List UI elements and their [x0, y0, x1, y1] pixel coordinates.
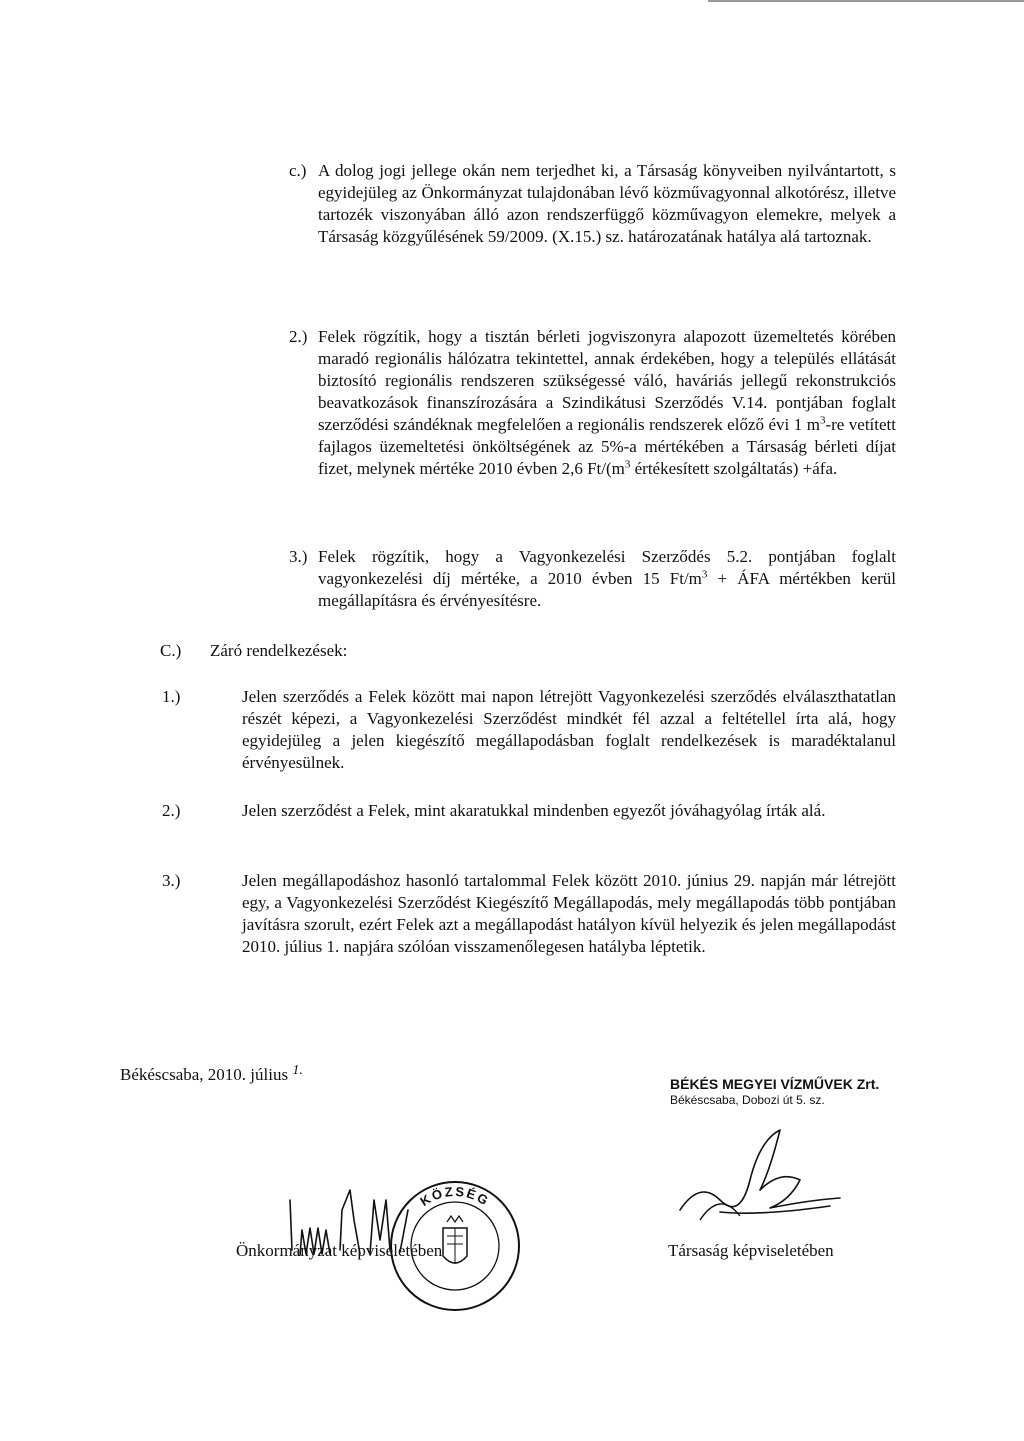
closing-1-text — [242, 686, 896, 774]
section-b2-text-a: Felek rögzítik, hogy a tisztán bérleti jogviszonyra alapozott üzemeltetés körében maradó regionális hálózatra tekintettel, annak érdekében, hogy a település ellátását biztosító regionális rendszeren szükségessé váló, haváriás jellegű rekonstrukciós beavatkozások finanszírozására a Szindikátusi Szerződés V.14. pontjában foglalt szerződési szándéknak megfelelően a regionális rendszerek előző évi 1 m — [318, 327, 896, 434]
section-b2-text — [318, 326, 896, 480]
section-C-number: C.) — [160, 641, 182, 660]
right-signatory-caption: Társaság képviseletében — [668, 1241, 834, 1260]
section-b2-number: 2.) — [289, 327, 308, 346]
section-b2-text-c: értékesített szolgáltatás) +áfa. — [630, 459, 838, 478]
closing-2-number: 2.) — [162, 801, 181, 820]
left-signatory-caption: Önkormányzat képviseletében — [236, 1241, 443, 1260]
closing-3-paragraph: Jelen megállapodáshoz hasonló tartalommal Felek között 2010. június 29. napján már létrejött egy, a Vagyonkezelési Szerződést Kiegészítő Megállapodás, mely megállapodás több pontjában javításra szorult, ezért Felek azt a megállapodást hatályon kívül helyezik és jelen megállapodást 2010. július 1. napjára szólóan visszamenőlegesen hatályba léptetik. — [242, 871, 896, 956]
company-name: BÉKÉS MEGYEI VÍZMŰVEK Zrt. — [670, 1076, 880, 1092]
section-b3-paragraph — [318, 546, 896, 612]
section-b3-text-a: Felek rögzítik, hogy a Vagyonkezelési Szerződés 5.2. pontjában foglalt vagyonkezelési díj mértéke, a 2010 évben 15 Ft/m — [318, 547, 896, 588]
section-b2-sup-a: 3 — [819, 414, 826, 427]
section-b2-text-b: -re vetített fajlagos üzemeltetési önköltségének az 5%-a mértékében a Társaság bérleti díjat fizet, melynek mértéke 2010 évben 2,6 Ft/(m — [318, 415, 896, 478]
right-signature — [660, 1120, 860, 1230]
section-b2-sup-b: 3 — [624, 458, 631, 471]
place-date-text: Békéscsaba, 2010. július — [120, 1065, 289, 1084]
closing-3-text — [242, 870, 896, 958]
section-c-paragraph: A dolog jogi jellege okán nem terjedhet ki, a Társaság könyveiben nyilvántartott, s egyidejüleg az Önkormányzat tulajdonában lévő közművagyonnal alkotórész, illetve tartozék viszonyában álló azon rendszerfüggő közművagyon elemekre, melyek a Társaság közgyűlésének 59/2009. (X.15.) sz. határozatának hatálya alá tartoznak. — [318, 161, 896, 246]
closing-2-paragraph: Jelen szerződést a Felek, mint akaratukkal mindenben egyezőt jóváhagyólag írták alá. — [242, 801, 826, 820]
section-b2-paragraph — [318, 326, 896, 480]
section-b3-sup: 3 — [701, 568, 708, 581]
closing-2-text — [242, 800, 896, 822]
closing-3-number: 3.) — [162, 871, 181, 890]
company-stamp — [670, 1076, 879, 1108]
scan-edge-line — [708, 0, 1024, 2]
closing-1-paragraph: Jelen szerződés a Felek között mai napon létrejött Vagyonkezelési szerződés elválaszthatatlan részét képezi, a Vagyonkezelési Szerződést mindkét fél azzal a feltétellel írta alá, hogy egyidejüleg a jelen kiegészítő megállapodásban foglalt rendelkezések is maradéktalanul érvényesülnek. — [242, 687, 896, 772]
place-date — [120, 1060, 303, 1086]
section-b3-text — [318, 546, 896, 612]
section-b3-number: 3.) — [289, 547, 308, 566]
handwritten-day: 1. — [292, 1063, 303, 1078]
section-C-title: Záró rendelkezések: — [210, 641, 348, 660]
seal-text: KÖZSÉG — [417, 1183, 493, 1210]
section-b3-text-b: + ÁFA mértékben kerül megállapításra és érvényesítésre. — [318, 569, 896, 610]
closing-1-number: 1.) — [162, 687, 181, 706]
section-c-label: c.) — [289, 161, 307, 180]
company-address: Békéscsaba, Dobozi út 5. sz. — [670, 1093, 825, 1107]
section-c-text — [318, 160, 896, 248]
